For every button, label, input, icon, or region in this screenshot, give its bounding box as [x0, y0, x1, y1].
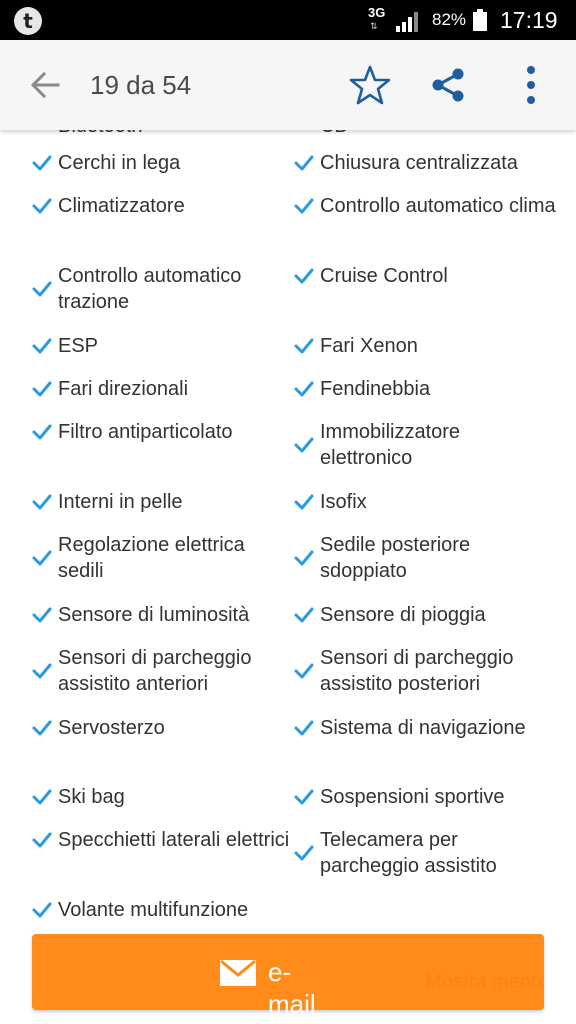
share-icon[interactable]	[429, 66, 467, 104]
feature-label: Ski bag	[58, 786, 125, 808]
signal-icon	[394, 10, 422, 32]
feature-label: Volante multifunzione	[58, 899, 249, 921]
battery-percent: 82%	[432, 10, 467, 29]
checkmark-icon	[32, 789, 52, 805]
feature-label: Chiusura centralizzata	[320, 152, 518, 174]
checkmark-icon	[32, 607, 52, 623]
email-label: e-mail	[268, 957, 316, 1019]
feature-label: Controllo automatico trazione	[58, 265, 242, 313]
feature-label: Cruise Control	[320, 265, 448, 287]
star-icon[interactable]	[349, 64, 391, 106]
network-type: 3G	[368, 5, 386, 20]
feature-label: Isofix	[320, 491, 367, 513]
checkmark-icon	[32, 832, 52, 848]
feature-label: Sensori di parcheggio assistito anteriori	[58, 647, 252, 695]
checkmark-icon	[294, 845, 314, 861]
features-list[interactable]	[0, 130, 576, 1024]
clock: 17:19	[500, 7, 558, 33]
feature-label: Controllo automatico clima	[320, 195, 556, 217]
feature-label: Sedile posteriore sdoppiato	[320, 534, 471, 582]
feature-label: Sensore di luminosità	[58, 604, 250, 626]
feature-label: Immobilizzatore elettronico	[320, 421, 461, 469]
feature-label: Fari direzionali	[58, 378, 189, 400]
checkmark-icon	[294, 550, 314, 566]
email-button[interactable]	[32, 934, 544, 1019]
feature-label: Sistema di navigazione	[320, 717, 526, 739]
status-bar	[0, 0, 576, 40]
checkmark-icon	[32, 281, 52, 297]
arrow-back-icon[interactable]	[26, 65, 66, 105]
checkmark-icon	[32, 381, 52, 397]
checkmark-icon	[294, 268, 314, 284]
feature-label: Sensore di pioggia	[320, 604, 486, 626]
feature-label: Interni in pelle	[58, 491, 183, 513]
feature-label: Fendinebbia	[320, 378, 431, 400]
page-counter: 19 da 54	[90, 70, 192, 100]
checkmark-icon	[294, 494, 314, 510]
checkmark-icon	[32, 550, 52, 566]
checkmark-icon	[294, 155, 314, 171]
checkmark-icon	[32, 155, 52, 171]
feature-label: Sensori di parcheggio assistito posteriori	[320, 647, 514, 695]
checkmark-icon	[294, 663, 314, 679]
checkmark-icon	[294, 789, 314, 805]
app-logo-icon: t	[14, 7, 42, 35]
battery-icon	[473, 9, 487, 31]
feature-label: Climatizzatore	[58, 195, 185, 217]
checkmark-icon	[294, 381, 314, 397]
feature-label: Cerchi in lega	[58, 152, 181, 174]
mail-icon	[220, 960, 256, 986]
feature-label: Servosterzo	[58, 717, 165, 739]
checkmark-icon	[32, 338, 52, 354]
checkmark-icon	[294, 338, 314, 354]
feature-label: Telecamera per parcheggio assistito	[320, 829, 497, 877]
checkmark-icon	[32, 424, 52, 440]
app-bar	[0, 40, 576, 130]
feature-label: Filtro antiparticolato	[58, 421, 233, 443]
checkmark-icon	[294, 607, 314, 623]
more-vertical-icon[interactable]	[516, 64, 546, 106]
feature-label: Fari Xenon	[320, 335, 418, 357]
checkmark-icon	[32, 494, 52, 510]
data-activity-icon: ⇅	[370, 21, 378, 31]
feature-label: Specchietti laterali elettrici	[58, 829, 290, 851]
feature-label: Sospensioni sportive	[320, 786, 505, 808]
checkmark-icon	[294, 198, 314, 214]
checkmark-icon	[294, 720, 314, 736]
feature-label: Regolazione elettrica sedili	[58, 534, 245, 582]
show-less-link[interactable]: Mostra meno	[425, 971, 542, 993]
checkmark-icon	[32, 198, 52, 214]
checkmark-icon	[32, 720, 52, 736]
feature-label: ESP	[58, 335, 99, 357]
checkmark-icon	[32, 663, 52, 679]
checkmark-icon	[294, 437, 314, 453]
checkmark-icon	[32, 902, 52, 918]
